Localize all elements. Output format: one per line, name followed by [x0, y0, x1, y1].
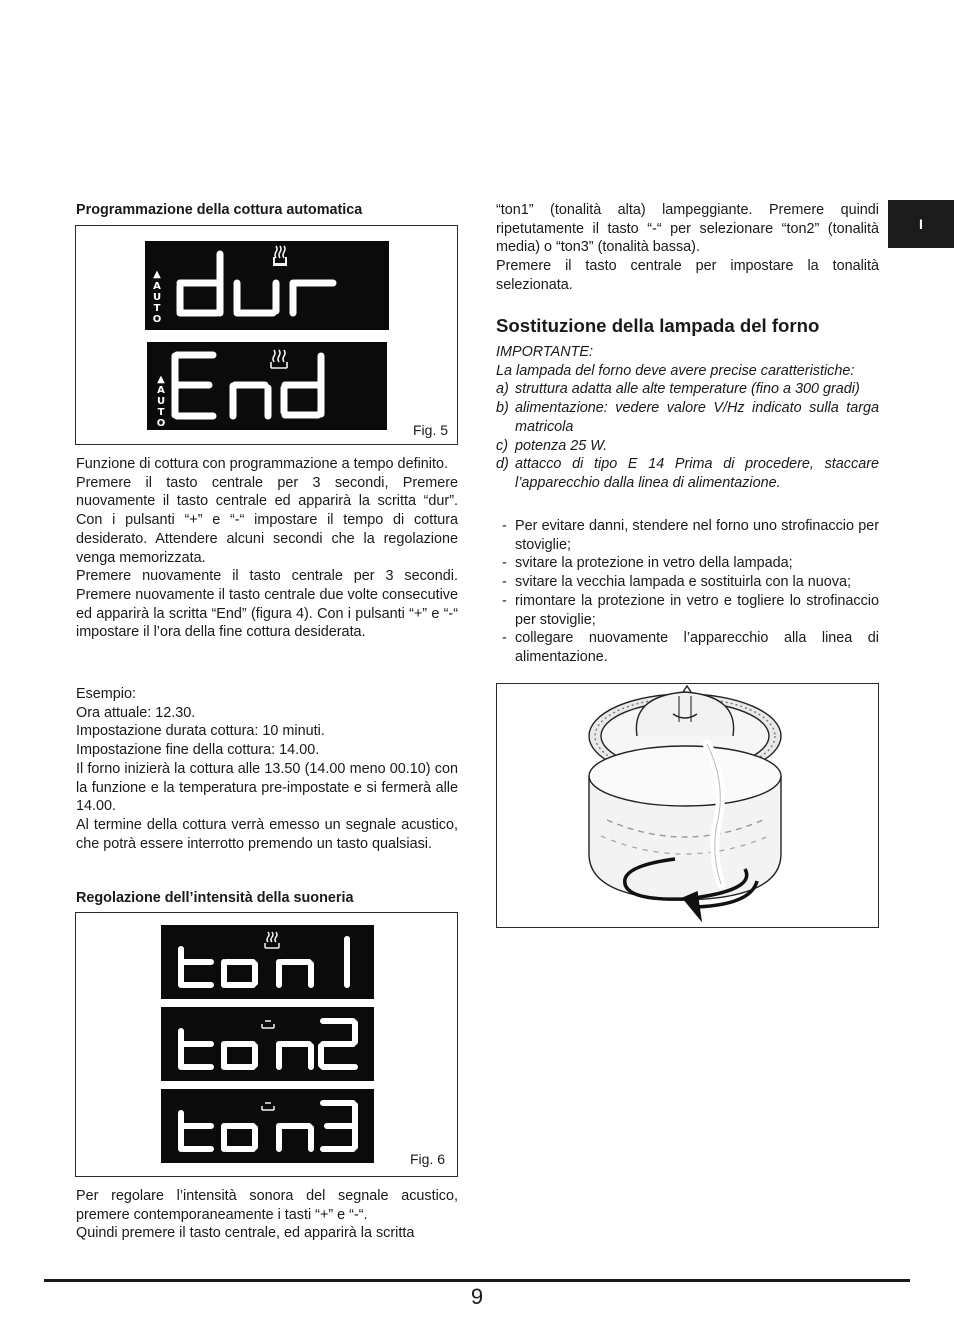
list-item-text: potenza 25 W. [515, 437, 608, 454]
display-ton3 [161, 1089, 374, 1163]
list-marker: b) [496, 400, 509, 417]
oven-icon [271, 350, 287, 368]
bottom-rule [44, 1279, 910, 1282]
example-line: Il forno inizierà la cottura alle 13.50 (14.00 meno 00.10) con la funzione e la temperatura pre-impostate e si fermerà alle 14.00. [76, 760, 458, 815]
list-item-text: struttura adatta alle alte temperature (fino a 300 gradi) [515, 381, 860, 398]
list-item-text: svitare la protezione in vetro della lampada; [515, 555, 793, 572]
oven-icon [273, 246, 287, 266]
important-label: IMPORTANTE: [496, 344, 594, 360]
display-ton2 [161, 1007, 374, 1081]
heading-lamp-replacement: Sostituzione della lampada del forno [496, 315, 820, 336]
svg-text:A: A [157, 385, 165, 396]
left-text-block-2 [76, 1187, 458, 1243]
svg-text:A: A [153, 281, 161, 292]
list-marker: - [502, 630, 507, 647]
list-item-text: collegare nuovamente l’apparecchio alla linea di alimentazione. [515, 630, 879, 665]
lamp-cover-illustration [497, 684, 878, 927]
list-item-text: Per evitare danni, stendere nel forno uno strofinaccio per stoviglie; [515, 518, 879, 553]
left-text-block-1 [76, 455, 458, 642]
heading-ringtone-volume: Regolazione dell’intensità della suoneria [76, 890, 354, 906]
display-end [147, 342, 387, 430]
figure-caption: Fig. 5 [413, 422, 449, 438]
list-item [496, 455, 879, 492]
svg-text:T: T [153, 303, 161, 314]
svg-text:U: U [152, 292, 162, 303]
paragraph: Premere il tasto centrale per impostare la tonalità selezionata. [496, 258, 879, 293]
svg-text:U: U [156, 396, 166, 407]
list-marker: d) [496, 456, 509, 473]
example-block [76, 685, 458, 853]
figure-caption: Fig. 6 [410, 1151, 446, 1167]
list-item [496, 629, 879, 666]
list-marker: - [502, 592, 507, 609]
svg-text:T: T [157, 407, 165, 418]
list-item [496, 437, 879, 456]
page-number: 9 [470, 1284, 484, 1309]
svg-text:O: O [156, 418, 166, 429]
example-label: Esempio: [76, 686, 136, 702]
language-tab: I [888, 200, 954, 248]
steps-block [496, 517, 879, 667]
paragraph: Funzione di cottura con programmazione a tempo definito. [76, 456, 448, 472]
paragraph: “ton1” (tonalità alta) lampeggiante. Premere quindi ripetutamente il tasto “-“ per selezionare “ton2” (tonalità media) o “ton3” (tonalità bassa). [496, 202, 879, 256]
svg-text:▲: ▲ [153, 269, 161, 280]
list-item [496, 573, 879, 592]
paragraph: Per regolare l’intensità sonora del segnale acustico, premere contemporaneamente i tasti “+” e “-“. [76, 1188, 458, 1223]
paragraph: Premere nuovamente il tasto centrale per 3 secondi. Premere nuovamente il tasto centrale due volte consecutive ed apparirà la scritta “End” (figura 4). Con i pulsanti “+” e “-“ impostare il l’ora della fine cottura desiderata. [76, 568, 458, 641]
list-item [496, 517, 879, 554]
list-item [496, 399, 879, 436]
list-marker: - [502, 518, 507, 534]
oven-icon [262, 1103, 274, 1110]
list-item [496, 380, 879, 399]
example-line: Impostazione fine della cottura: 14.00. [76, 742, 320, 759]
important-intro: La lampada del forno deve avere precise caratteristiche: [496, 362, 855, 379]
list-item-text: attacco di tipo E 14 Prima di procedere, staccare l’apparecchio dalla linea di alimentazione. [515, 456, 879, 491]
paragraph: Quindi premere il tasto centrale, ed apparirà la scritta [76, 1225, 415, 1242]
oven-icon [265, 932, 279, 948]
list-item [496, 592, 879, 629]
list-marker: - [502, 555, 507, 572]
list-item-text: rimontare la protezione in vetro e togliere lo strofinaccio per stoviglie; [515, 592, 879, 628]
example-line: Al termine della cottura verrà emesso un segnale acustico, che potrà essere interrotto premendo un tasto qualsiasi. [76, 816, 458, 852]
heading-automatic-cooking: Programmazione della cottura automatica [76, 202, 363, 218]
auto-indicator [157, 374, 166, 429]
figure-6 [75, 912, 458, 1177]
display-ton1 [161, 925, 374, 999]
example-line: Impostazione durata cottura: 10 minuti. [76, 723, 325, 740]
display-dur [145, 241, 389, 330]
svg-text:O: O [152, 314, 162, 325]
figure-5 [75, 225, 458, 445]
list-item-text: alimentazione: vedere valore V/Hz indicato sulla targa matricola [515, 400, 879, 435]
important-block [496, 343, 879, 493]
lamp-figure [496, 683, 879, 928]
list-marker: - [502, 574, 507, 591]
auto-indicator [153, 269, 162, 325]
paragraph: Premere il tasto centrale per 3 secondi, Premere nuovamente il tasto centrale ed apparirà la scritta “dur”. Con i pulsanti “+” e “-“ impostare il tempo di cottura desiderato. Attendere alcuni secondi che la regolazione venga memorizzata. [76, 474, 458, 566]
list-item [496, 554, 879, 573]
list-item-text: svitare la vecchia lampada e sostituirla con la nuova; [515, 574, 851, 591]
svg-text:▲: ▲ [157, 374, 165, 385]
right-text-block-1 [496, 201, 879, 295]
spec-list [496, 380, 879, 492]
example-line: Ora attuale: 12.30. [76, 704, 196, 721]
oven-icon [262, 1021, 274, 1028]
list-marker: a) [496, 381, 509, 398]
steps-list [496, 517, 879, 667]
list-marker: c) [496, 437, 508, 454]
